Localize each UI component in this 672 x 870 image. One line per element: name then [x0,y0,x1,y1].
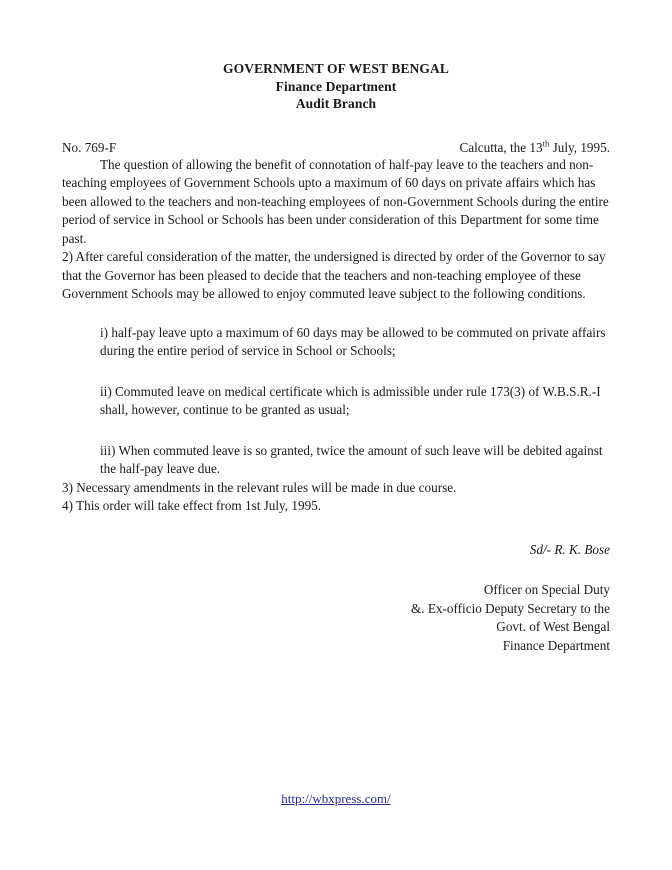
designation-line-2: &. Ex-officio Deputy Secretary to the [411,600,610,616]
document-content [62,0,610,655]
place-and-date [459,139,610,156]
clause-i: i) half-pay leave upto a maximum of 60 days may be allowed to be commuted on private affairs during the entire period of service in School or Schools; [100,324,606,358]
signature-block [62,541,610,656]
letterhead-department-line: Finance Department [275,78,397,94]
page-footer [0,790,672,808]
reference-line [62,139,610,156]
paragraph-2: 2) After careful consideration of the matter, the undersigned is directed by order of the Governor to say that the Governor has been pleased to decide that the teachers and non-teaching employee of these Government Schools may be allowed to enjoy commuted leave subject to the following conditions. [62,249,606,301]
clause-iii: iii) When commuted leave is so granted, twice the amount of such leave will be debited against the half-pay leave due. [100,442,603,476]
letterhead-government-line: GOVERNMENT OF WEST BENGAL [223,61,449,76]
designation-line-1: Officer on Special Duty [483,582,610,597]
letterhead [62,60,610,113]
paragraph-3: 3) Necessary amendments in the relevant rules will be made in due course. [62,479,457,495]
place-date-suffix: July, 1995. [549,139,610,155]
date-ordinal-suffix: th [542,138,550,149]
signatory-designation [62,581,610,655]
source-website-link[interactable]: http://wbxpress.com/ [281,791,391,806]
letterhead-branch-line: Audit Branch [295,96,377,111]
clause-ii: ii) Commuted leave on medical certificate which is admissible under rule 173(3) of W.B.S.R.-I shall, however, continue to be granted as usual; [100,383,601,417]
place-date-prefix: Calcutta, the 13 [459,139,543,155]
paragraph-1: The question of allowing the benefit of connotation of half-pay leave to the teachers and non-teaching employees of Government Schools upto a maximum of 60 days on private affairs which has been allowed to the teachers and non-teaching employees of non-Government Schools during the entire period of service in School or Schools has been under consideration of this Department for some time past. [62,156,609,246]
memo-number: No. 769-F [62,139,117,155]
paragraph-4: 4) This order will take effect from 1st July, 1995. [62,498,322,513]
designation-line-4: Finance Department [502,637,610,653]
signatory-name: Sd/- R. K. Bose [529,541,610,557]
designation-line-3: Govt. of West Bengal [496,619,610,634]
